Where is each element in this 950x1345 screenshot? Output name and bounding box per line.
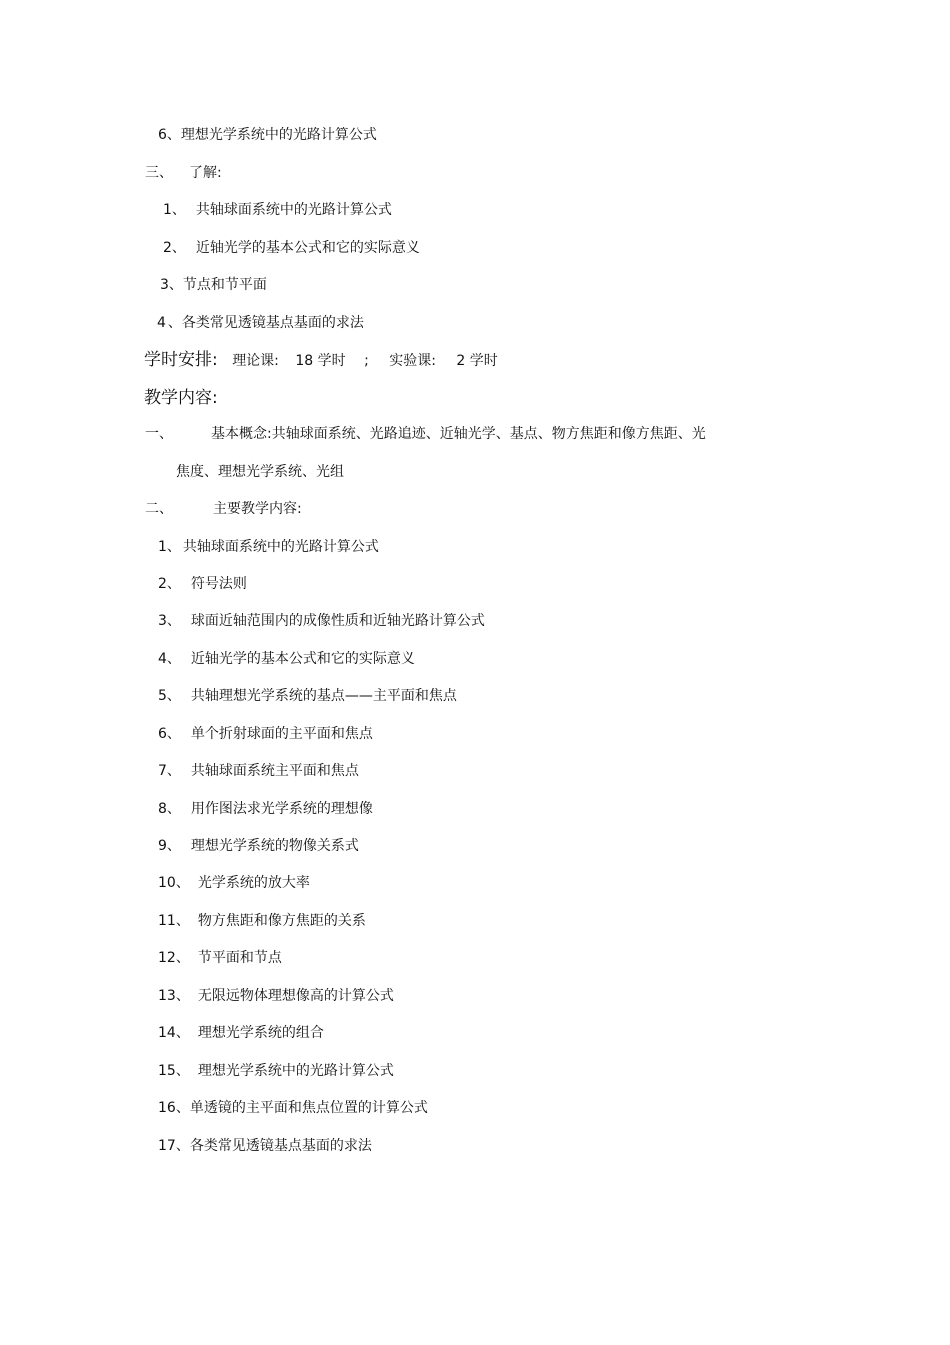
item-number: 4 xyxy=(157,315,166,331)
list-item xyxy=(158,650,415,668)
section-label: 了解: xyxy=(189,165,222,181)
item-number: 8、 xyxy=(158,801,181,817)
basic-concepts-text-line2: 焦度、理想光学系统、光组 xyxy=(176,464,344,480)
item-number: 9、 xyxy=(158,838,181,854)
item-number: 2、 xyxy=(158,576,181,592)
item-text: 球面近轴范围内的成像性质和近轴光路计算公式 xyxy=(190,613,485,629)
list-item xyxy=(158,687,457,705)
basic-concepts-row xyxy=(145,425,706,443)
item-text: 理想光学系统的组合 xyxy=(197,1025,324,1041)
item-text: 无限远物体理想像高的计算公式 xyxy=(197,988,394,1004)
list-item xyxy=(158,762,359,780)
item-text: 符号法则 xyxy=(190,576,247,592)
item-number: 3、 xyxy=(158,613,181,629)
item-number: 3、 xyxy=(160,277,183,293)
list-item xyxy=(158,912,366,930)
list-item xyxy=(158,800,373,818)
lab-label: 实验课: xyxy=(389,353,436,369)
item-number: 10、 xyxy=(158,875,190,891)
item-text: 单个折射球面的主平面和焦点 xyxy=(190,726,373,742)
list-item xyxy=(158,725,373,743)
list-item xyxy=(163,201,392,219)
list-item xyxy=(158,874,310,892)
list-item xyxy=(158,949,282,967)
list-item xyxy=(158,837,359,855)
item-text: 共轴球面系统中的光路计算公式 xyxy=(182,539,379,555)
item-number: 5、 xyxy=(158,688,181,704)
item-text: 近轴光学的基本公式和它的实际意义 xyxy=(195,240,420,256)
list-item xyxy=(158,1024,324,1042)
item-number: 17、 xyxy=(158,1138,190,1154)
item-number: 13、 xyxy=(158,988,190,1004)
item-number: 16、 xyxy=(158,1100,190,1116)
list-item xyxy=(158,1137,372,1155)
theory-hours: 18 学时 xyxy=(295,353,346,369)
section-label: 主要教学内容: xyxy=(213,501,302,517)
item-text: 近轴光学的基本公式和它的实际意义 xyxy=(190,651,415,667)
item-text: 节平面和节点 xyxy=(197,950,282,966)
list-item xyxy=(158,1062,394,1080)
item-text: 共轴球面系统主平面和焦点 xyxy=(190,763,359,779)
item-number: 12、 xyxy=(158,950,190,966)
schedule-separator: ; xyxy=(364,353,369,369)
schedule-row xyxy=(144,349,498,371)
list-item xyxy=(158,538,379,556)
item-text: 物方焦距和像方焦距的关系 xyxy=(197,913,366,929)
item-text: 理想光学系统中的光路计算公式 xyxy=(180,127,377,143)
item-text: 、各类常见透镜基点基面的求法 xyxy=(167,315,364,331)
list-item xyxy=(157,314,364,332)
theory-label: 理论课: xyxy=(232,353,279,369)
item-text: 理想光学系统的物像关系式 xyxy=(190,838,359,854)
item-text: 理想光学系统中的光路计算公式 xyxy=(197,1063,394,1079)
list-item xyxy=(160,276,267,294)
item-text: 单透镜的主平面和焦点位置的计算公式 xyxy=(189,1100,428,1116)
item-text: 共轴理想光学系统的基点——主平面和焦点 xyxy=(190,688,457,704)
section-number: 三、 xyxy=(145,165,173,181)
list-item xyxy=(158,126,377,144)
item-number: 6、 xyxy=(158,127,181,143)
list-item xyxy=(158,1099,428,1117)
item-text: 节点和节平面 xyxy=(182,277,267,293)
section-number: 二、 xyxy=(145,501,173,517)
list-item xyxy=(158,987,394,1005)
section-number: 一、 xyxy=(145,426,173,442)
section-heading-understand xyxy=(145,164,222,182)
item-number: 11、 xyxy=(158,913,190,929)
item-text: 各类常见透镜基点基面的求法 xyxy=(189,1138,372,1154)
item-number: 1、 xyxy=(158,539,181,555)
schedule-label: 学时安排: xyxy=(144,350,218,370)
item-number: 4、 xyxy=(158,651,181,667)
item-number: 1、 xyxy=(163,202,186,218)
list-item xyxy=(158,575,247,593)
list-item xyxy=(158,612,485,630)
item-number: 6、 xyxy=(158,726,181,742)
item-text: 光学系统的放大率 xyxy=(197,875,310,891)
item-number: 15、 xyxy=(158,1063,190,1079)
content-heading: 教学内容: xyxy=(144,388,218,408)
lab-hours: 2 学时 xyxy=(456,353,498,369)
list-item xyxy=(163,239,420,257)
item-number: 14、 xyxy=(158,1025,190,1041)
item-text: 共轴球面系统中的光路计算公式 xyxy=(195,202,392,218)
item-number: 2、 xyxy=(163,240,186,256)
item-number: 7、 xyxy=(158,763,181,779)
basic-concepts-text-line1: 基本概念:共轴球面系统、光路追迹、近轴光学、基点、物方焦距和像方焦距、光 xyxy=(211,426,706,442)
item-text: 用作图法求光学系统的理想像 xyxy=(190,801,373,817)
section-heading-main xyxy=(145,500,302,518)
